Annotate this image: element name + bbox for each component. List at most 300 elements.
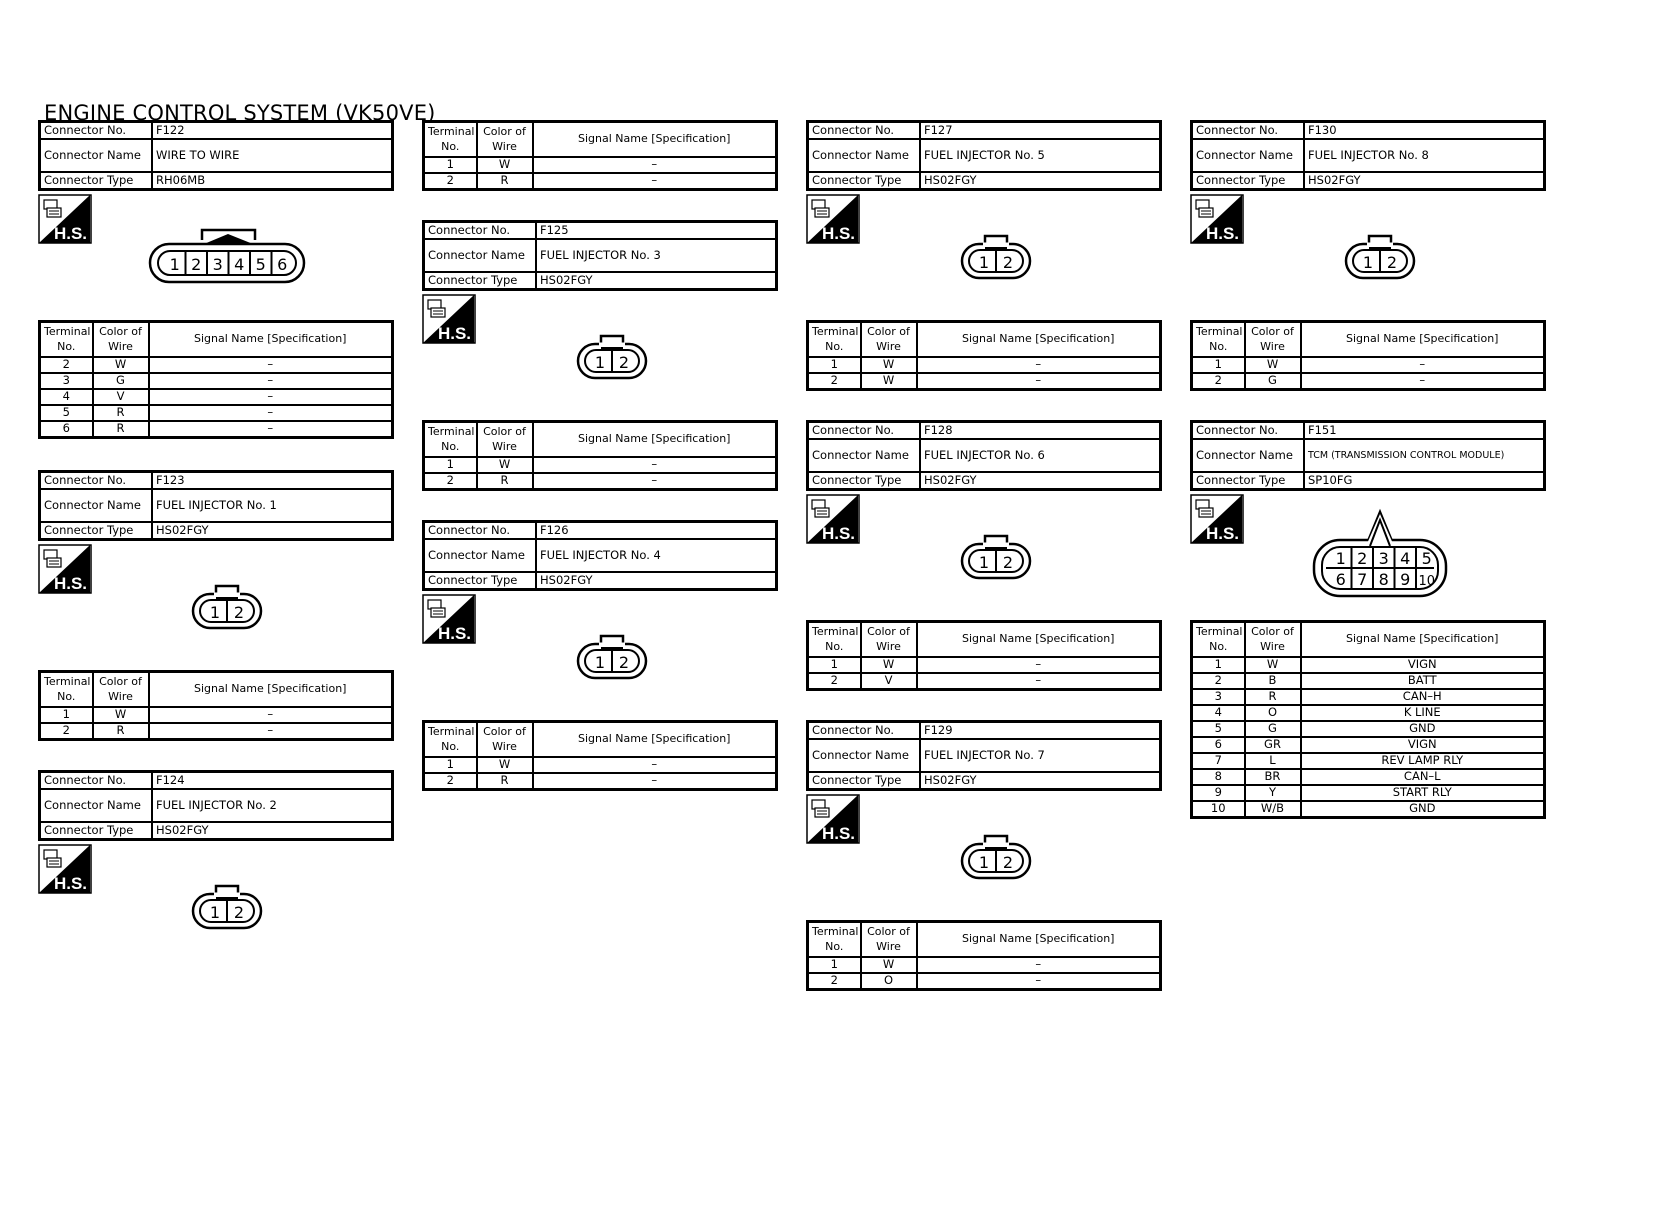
label: Connector No.	[808, 722, 921, 740]
wire-color-cell: W/B	[1245, 801, 1301, 818]
pin-label: 1	[594, 353, 606, 372]
signal-cell: –	[917, 657, 1161, 673]
wire-color-cell: W	[477, 457, 533, 473]
connector-f126-diagram	[575, 632, 649, 682]
hs-icon	[806, 494, 860, 544]
terminal-cell: 5	[40, 405, 93, 421]
table-row	[1192, 705, 1545, 721]
header-color: Color of Wire	[1245, 622, 1301, 658]
connector-f125-diagram	[575, 332, 649, 382]
value: F122	[152, 122, 393, 140]
header-terminal: Terminal No.	[1192, 622, 1245, 658]
wire-color-cell: R	[93, 421, 149, 438]
table-row	[1192, 673, 1545, 689]
info-table	[422, 220, 778, 291]
header-terminal: Terminal No.	[424, 722, 477, 758]
label: Connector No.	[424, 522, 537, 540]
terminal-table	[38, 670, 394, 741]
table-row	[40, 389, 393, 405]
table-row	[424, 157, 777, 173]
pin-label: 9	[1400, 570, 1411, 589]
signal-cell: –	[917, 673, 1161, 690]
label: Connector Name	[40, 489, 153, 522]
connector-f124-diagram	[190, 882, 264, 932]
pin-label: 2	[618, 353, 630, 372]
header-terminal: Terminal No.	[424, 122, 477, 158]
pin-label: 1	[209, 603, 221, 622]
terminal-cell: 2	[424, 173, 477, 190]
header-signal: Signal Name [Specification]	[533, 122, 777, 158]
terminal-cell: 10	[1192, 801, 1245, 818]
terminal-cell: 1	[1192, 357, 1245, 373]
table-row	[1192, 721, 1545, 737]
info-table	[1190, 120, 1546, 191]
wire-color-cell: R	[93, 405, 149, 421]
connector-f123-terminals	[38, 670, 394, 741]
label: Connector No.	[808, 422, 921, 440]
hs-icon	[1190, 194, 1244, 244]
header-color: Color of Wire	[477, 122, 533, 158]
pin-label: 4	[234, 255, 245, 274]
pin-label: 2	[1002, 253, 1014, 272]
signal-cell: –	[533, 757, 777, 773]
table-row	[1192, 769, 1545, 785]
connector-f128-diagram	[959, 532, 1033, 582]
pin-label: 5	[255, 255, 266, 274]
wire-color-cell: BR	[1245, 769, 1301, 785]
terminal-cell: 6	[40, 421, 93, 438]
pin-label: 8	[1378, 570, 1389, 589]
label: Connector Name	[40, 139, 153, 172]
connector-f127-terminals	[806, 320, 1162, 391]
hs-icon	[422, 594, 476, 644]
pin-label: 2	[233, 903, 245, 922]
connector-f125-terminals	[422, 420, 778, 491]
table-row	[808, 657, 1161, 673]
connector-f127-diagram	[959, 232, 1033, 282]
value: F127	[920, 122, 1161, 140]
table-row	[808, 957, 1161, 973]
pin-label: 1	[978, 853, 990, 872]
value: F126	[536, 522, 777, 540]
header-signal: Signal Name [Specification]	[917, 322, 1161, 358]
hs-label: H.S.	[1205, 224, 1239, 243]
wire-color-cell: W	[861, 357, 917, 373]
signal-cell: –	[149, 357, 393, 373]
connector-f151-diagram	[1310, 508, 1450, 600]
table-row	[1192, 753, 1545, 769]
wire-color-cell: O	[861, 973, 917, 990]
value: SP10FG	[1304, 472, 1545, 490]
table-row	[1192, 801, 1545, 818]
table-row	[808, 973, 1161, 990]
label: Connector Type	[424, 572, 537, 590]
pin-label: 2	[191, 255, 202, 274]
hs-icon	[806, 194, 860, 244]
connector-f126-info	[422, 520, 778, 591]
header-signal: Signal Name [Specification]	[149, 672, 393, 708]
wire-color-cell: R	[1245, 689, 1301, 705]
connector-f122-terminals	[38, 320, 394, 439]
wire-color-cell: W	[861, 373, 917, 390]
terminal-cell: 8	[1192, 769, 1245, 785]
table-row	[1192, 785, 1545, 801]
value: TCM (TRANSMISSION CONTROL MODULE)	[1304, 439, 1545, 472]
header-terminal: Terminal No.	[424, 422, 477, 458]
signal-cell: START RLY	[1301, 785, 1545, 801]
terminal-cell: 1	[808, 657, 861, 673]
wire-color-cell: G	[1245, 373, 1301, 390]
header-color: Color of Wire	[477, 722, 533, 758]
terminal-cell: 1	[808, 357, 861, 373]
value: HS02FGY	[536, 572, 777, 590]
connector-f124-terminals	[422, 120, 778, 191]
hs-label: H.S.	[821, 524, 855, 543]
terminal-cell: 1	[424, 757, 477, 773]
header-color: Color of Wire	[861, 322, 917, 358]
pin-label: 7	[1357, 570, 1368, 589]
header-signal: Signal Name [Specification]	[533, 422, 777, 458]
label: Connector Name	[424, 239, 537, 272]
terminal-cell: 3	[1192, 689, 1245, 705]
connector-f151-terminals	[1190, 620, 1546, 819]
label: Connector No.	[424, 222, 537, 240]
signal-cell: –	[917, 373, 1161, 390]
connector-f124-info	[38, 770, 394, 841]
terminal-cell: 2	[808, 973, 861, 990]
wire-color-cell: Y	[1245, 785, 1301, 801]
terminal-table	[1190, 620, 1546, 819]
info-table	[806, 720, 1162, 791]
label: Connector Type	[40, 822, 153, 840]
terminal-table	[422, 120, 778, 191]
hs-label: H.S.	[437, 324, 471, 343]
value: FUEL INJECTOR No. 2	[152, 789, 393, 822]
label: Connector No.	[1192, 422, 1305, 440]
table-row	[808, 357, 1161, 373]
table-row	[1192, 657, 1545, 673]
value: FUEL INJECTOR No. 7	[920, 739, 1161, 772]
pin-label: 1	[594, 653, 606, 672]
signal-cell: –	[533, 773, 777, 790]
connector-f129-info	[806, 720, 1162, 791]
table-row	[808, 373, 1161, 390]
signal-cell: BATT	[1301, 673, 1545, 689]
wire-color-cell: O	[1245, 705, 1301, 721]
terminal-table	[1190, 320, 1546, 391]
pin-label: 2	[1357, 549, 1368, 568]
connector-f123-diagram	[190, 582, 264, 632]
header-terminal: Terminal No.	[40, 322, 93, 358]
label: Connector No.	[40, 772, 153, 790]
table-row	[40, 723, 393, 740]
header-terminal: Terminal No.	[40, 672, 93, 708]
value: FUEL INJECTOR No. 6	[920, 439, 1161, 472]
terminal-cell: 9	[1192, 785, 1245, 801]
value: HS02FGY	[536, 272, 777, 290]
table-row	[424, 457, 777, 473]
pin-label: 2	[618, 653, 630, 672]
header-terminal: Terminal No.	[808, 622, 861, 658]
connector-f125-info	[422, 220, 778, 291]
label: Connector No.	[1192, 122, 1305, 140]
hs-icon	[38, 544, 92, 594]
connector-f129-terminals	[806, 920, 1162, 991]
hs-icon	[1190, 494, 1244, 544]
info-table	[38, 470, 394, 541]
terminal-cell: 4	[1192, 705, 1245, 721]
value: RH06MB	[152, 172, 393, 190]
signal-cell: –	[149, 389, 393, 405]
wire-color-cell: W	[1245, 357, 1301, 373]
pin-label: 6	[1335, 570, 1346, 589]
hs-label: H.S.	[53, 874, 87, 893]
terminal-cell: 2	[424, 473, 477, 490]
hs-icon	[422, 294, 476, 344]
pin-label: 1	[1362, 253, 1374, 272]
label: Connector Name	[40, 789, 153, 822]
table-row	[424, 757, 777, 773]
terminal-table	[422, 720, 778, 791]
terminal-cell: 1	[424, 157, 477, 173]
value: F125	[536, 222, 777, 240]
hs-label: H.S.	[437, 624, 471, 643]
wire-color-cell: W	[93, 357, 149, 373]
wire-color-cell: W	[861, 657, 917, 673]
wire-color-cell: W	[861, 957, 917, 973]
table-row	[1192, 737, 1545, 753]
header-signal: Signal Name [Specification]	[917, 922, 1161, 958]
header-signal: Signal Name [Specification]	[533, 722, 777, 758]
wire-color-cell: L	[1245, 753, 1301, 769]
terminal-cell: 2	[808, 373, 861, 390]
terminal-cell: 6	[1192, 737, 1245, 753]
signal-cell: GND	[1301, 721, 1545, 737]
label: Connector Type	[1192, 472, 1305, 490]
signal-cell: VIGN	[1301, 737, 1545, 753]
value: FUEL INJECTOR No. 8	[1304, 139, 1545, 172]
signal-cell: –	[149, 373, 393, 389]
signal-cell: VIGN	[1301, 657, 1545, 673]
signal-cell: –	[917, 957, 1161, 973]
wire-color-cell: R	[93, 723, 149, 740]
pin-label: 3	[212, 255, 223, 274]
pin-label: 1	[978, 553, 990, 572]
signal-cell: –	[149, 707, 393, 723]
terminal-cell: 2	[808, 673, 861, 690]
connector-f130-terminals	[1190, 320, 1546, 391]
value: F151	[1304, 422, 1545, 440]
value: WIRE TO WIRE	[152, 139, 393, 172]
terminal-cell: 4	[40, 389, 93, 405]
pin-label: 2	[233, 603, 245, 622]
value: HS02FGY	[920, 172, 1161, 190]
signal-cell: –	[533, 457, 777, 473]
terminal-cell: 2	[40, 723, 93, 740]
terminal-table	[38, 320, 394, 439]
terminal-cell: 2	[424, 773, 477, 790]
signal-cell: REV LAMP RLY	[1301, 753, 1545, 769]
hs-label: H.S.	[821, 824, 855, 843]
label: Connector Name	[808, 139, 921, 172]
info-table	[422, 520, 778, 591]
signal-cell: –	[149, 405, 393, 421]
signal-cell: –	[149, 723, 393, 740]
connector-f127-info	[806, 120, 1162, 191]
wire-color-cell: G	[93, 373, 149, 389]
connector-f130-info	[1190, 120, 1546, 191]
label: Connector No.	[40, 472, 153, 490]
terminal-cell: 3	[40, 373, 93, 389]
pin-label: 2	[1002, 553, 1014, 572]
table-row	[40, 357, 393, 373]
value: F129	[920, 722, 1161, 740]
connector-f129-diagram	[959, 832, 1033, 882]
pin-label: 3	[1378, 549, 1389, 568]
header-signal: Signal Name [Specification]	[1301, 322, 1545, 358]
header-terminal: Terminal No.	[1192, 322, 1245, 358]
pin-label: 1	[209, 903, 221, 922]
signal-cell: –	[917, 357, 1161, 373]
wire-color-cell: GR	[1245, 737, 1301, 753]
wire-color-cell: R	[477, 773, 533, 790]
pin-label: 1	[169, 255, 180, 274]
hs-label: H.S.	[1205, 524, 1239, 543]
table-row	[424, 473, 777, 490]
info-table	[1190, 420, 1546, 491]
header-signal: Signal Name [Specification]	[1301, 622, 1545, 658]
label: Connector Name	[808, 739, 921, 772]
signal-cell: –	[149, 421, 393, 438]
pin-label: 1	[978, 253, 990, 272]
key-tab	[204, 234, 253, 244]
pin-label: 4	[1400, 549, 1411, 568]
terminal-table	[806, 920, 1162, 991]
wire-color-cell: W	[477, 157, 533, 173]
hs-label: H.S.	[821, 224, 855, 243]
signal-cell: CAN–L	[1301, 769, 1545, 785]
terminal-cell: 7	[1192, 753, 1245, 769]
header-color: Color of Wire	[861, 922, 917, 958]
terminal-table	[806, 320, 1162, 391]
wire-color-cell: G	[1245, 721, 1301, 737]
wire-color-cell: W	[477, 757, 533, 773]
signal-cell: –	[533, 173, 777, 190]
wire-color-cell: W	[1245, 657, 1301, 673]
value: HS02FGY	[152, 822, 393, 840]
table-row	[424, 773, 777, 790]
page-title: ENGINE CONTROL SYSTEM (VK50VE)	[44, 101, 436, 125]
signal-cell: GND	[1301, 801, 1545, 818]
value: HS02FGY	[920, 772, 1161, 790]
table-row	[40, 373, 393, 389]
label: Connector Type	[808, 172, 921, 190]
value: HS02FGY	[1304, 172, 1545, 190]
info-table	[806, 120, 1162, 191]
connector-f130-diagram	[1343, 232, 1417, 282]
pin-label: 5	[1421, 549, 1432, 568]
signal-cell: CAN–H	[1301, 689, 1545, 705]
hs-label: H.S.	[53, 574, 87, 593]
header-color: Color of Wire	[93, 322, 149, 358]
hs-label: H.S.	[53, 224, 87, 243]
terminal-cell: 1	[808, 957, 861, 973]
connector-f126-terminals	[422, 720, 778, 791]
pin-label: 2	[1002, 853, 1014, 872]
label: Connector Type	[40, 172, 153, 190]
signal-cell: –	[1301, 357, 1545, 373]
wire-color-cell: B	[1245, 673, 1301, 689]
value: F123	[152, 472, 393, 490]
header-signal: Signal Name [Specification]	[149, 322, 393, 358]
terminal-cell: 1	[424, 457, 477, 473]
terminal-cell: 2	[40, 357, 93, 373]
value: FUEL INJECTOR No. 4	[536, 539, 777, 572]
terminal-cell: 1	[1192, 657, 1245, 673]
terminal-cell: 2	[1192, 373, 1245, 390]
connector-f128-info	[806, 420, 1162, 491]
value: F128	[920, 422, 1161, 440]
info-table	[38, 120, 394, 191]
connector-f128-terminals	[806, 620, 1162, 691]
hs-icon	[806, 794, 860, 844]
header-color: Color of Wire	[93, 672, 149, 708]
value: HS02FGY	[152, 522, 393, 540]
table-row	[1192, 689, 1545, 705]
label: Connector Type	[40, 522, 153, 540]
pin-label: 2	[1386, 253, 1398, 272]
hs-icon	[38, 194, 92, 244]
table-row	[1192, 357, 1545, 373]
header-color: Color of Wire	[861, 622, 917, 658]
header-color: Color of Wire	[1245, 322, 1301, 358]
info-table	[806, 420, 1162, 491]
signal-cell: K LINE	[1301, 705, 1545, 721]
table-row	[1192, 373, 1545, 390]
value: FUEL INJECTOR No. 1	[152, 489, 393, 522]
terminal-cell: 5	[1192, 721, 1245, 737]
hs-icon	[38, 844, 92, 894]
label: Connector Type	[808, 472, 921, 490]
signal-cell: –	[917, 973, 1161, 990]
wire-color-cell: R	[477, 473, 533, 490]
wire-color-cell: W	[93, 707, 149, 723]
terminal-cell: 1	[40, 707, 93, 723]
value: HS02FGY	[920, 472, 1161, 490]
connector-f123-info	[38, 470, 394, 541]
terminal-table	[422, 420, 778, 491]
connector-f122-diagram	[148, 226, 308, 290]
label: Connector Name	[808, 439, 921, 472]
terminal-cell: 2	[1192, 673, 1245, 689]
pin-label: 6	[277, 255, 288, 274]
value: FUEL INJECTOR No. 3	[536, 239, 777, 272]
table-row	[808, 673, 1161, 690]
header-signal: Signal Name [Specification]	[917, 622, 1161, 658]
label: Connector No.	[40, 122, 153, 140]
header-color: Color of Wire	[477, 422, 533, 458]
label: Connector No.	[808, 122, 921, 140]
pin-label: 1	[1335, 549, 1346, 568]
value: F130	[1304, 122, 1545, 140]
connector-f122-info	[38, 120, 394, 191]
wire-color-cell: R	[477, 173, 533, 190]
connector-f151-info	[1190, 420, 1546, 491]
label: Connector Type	[424, 272, 537, 290]
value: FUEL INJECTOR No. 5	[920, 139, 1161, 172]
table-row	[40, 421, 393, 438]
terminal-table	[806, 620, 1162, 691]
